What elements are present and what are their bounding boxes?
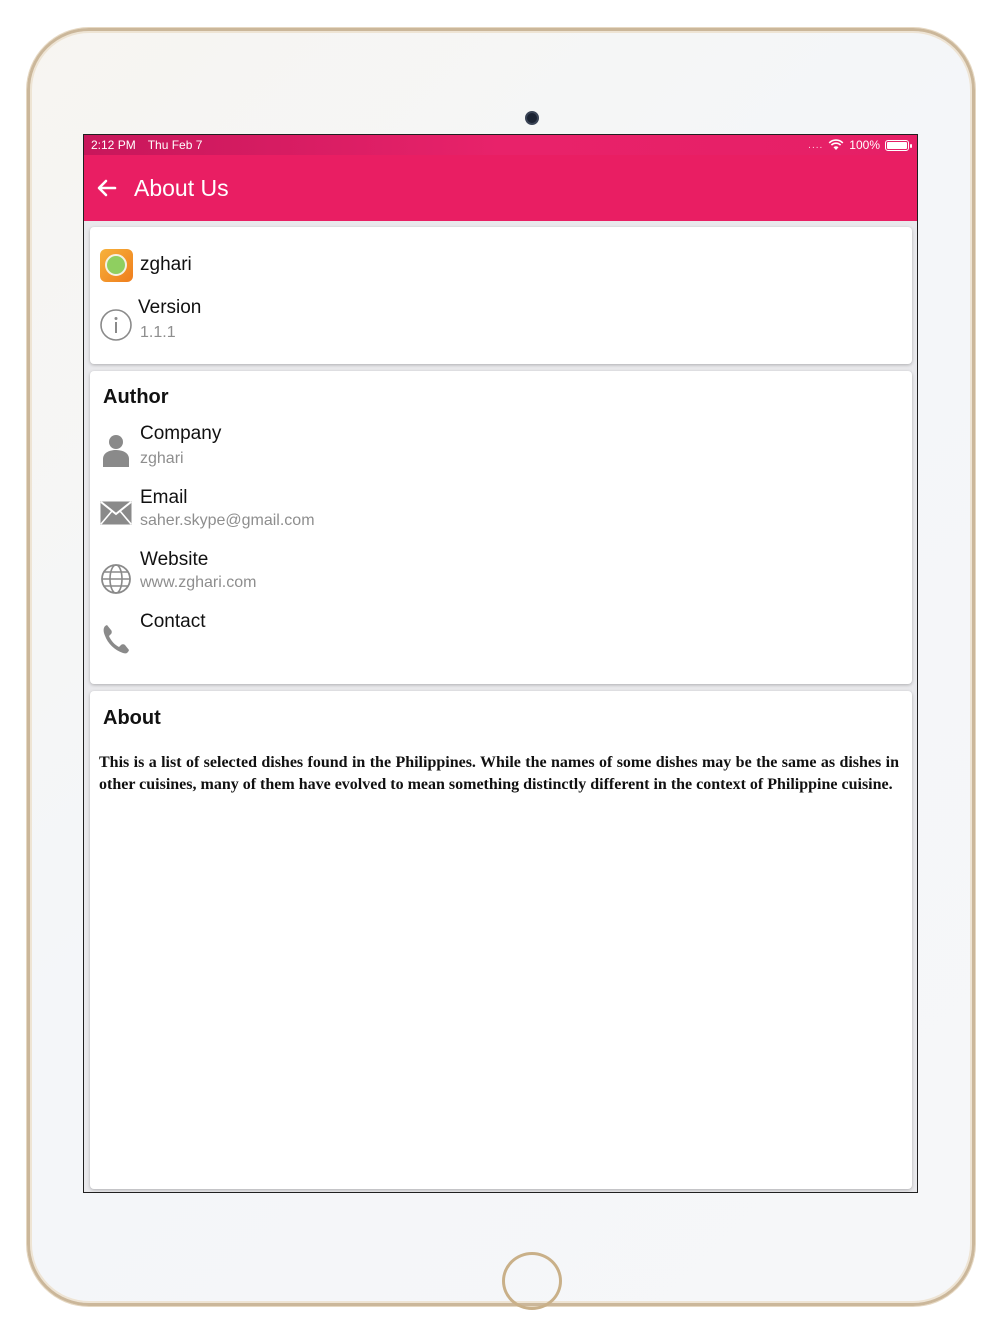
contact-label: Contact <box>140 611 206 632</box>
globe-icon <box>98 561 134 597</box>
website-row[interactable] <box>90 549 912 605</box>
screen <box>83 134 918 1193</box>
home-button[interactable] <box>502 1252 562 1310</box>
status-date: Thu Feb 7 <box>147 138 203 152</box>
version-label: Version <box>138 297 202 318</box>
status-time: 2:12 PM <box>91 138 136 152</box>
author-heading: Author <box>103 386 169 408</box>
camera-icon <box>525 111 539 125</box>
app-info-card <box>90 227 912 364</box>
version-row <box>90 293 912 353</box>
website-label: Website <box>140 549 209 570</box>
version-value: 1.1.1 <box>140 324 176 341</box>
wifi-icon <box>828 139 844 151</box>
email-label: Email <box>140 487 188 508</box>
signal-icon: .... <box>808 139 824 151</box>
email-row[interactable] <box>90 487 912 543</box>
website-value[interactable]: www.zghari.com <box>140 574 257 591</box>
company-row[interactable] <box>90 423 912 479</box>
battery-percent: 100% <box>849 138 880 152</box>
app-logo-icon <box>98 247 134 283</box>
contact-row[interactable] <box>90 611 912 667</box>
about-card <box>90 691 912 1189</box>
app-bar <box>84 155 917 221</box>
phone-icon <box>98 621 134 657</box>
email-value[interactable]: saher.skype@gmail.com <box>140 512 315 529</box>
person-icon <box>98 433 134 469</box>
about-description: This is a list of selected dishes found in the Philippines. While the names of some dishes may be the same as dishes in other cuisines, many of them have evolved to mean something distinctly different in the context of Philippine cuisine. <box>99 754 899 793</box>
status-bar <box>84 135 917 155</box>
company-value: zghari <box>140 450 184 467</box>
page-title: About Us <box>134 174 229 201</box>
mail-icon <box>98 495 134 531</box>
about-heading: About <box>103 707 161 729</box>
info-icon <box>98 307 134 343</box>
app-name-row <box>90 245 912 285</box>
status-indicators <box>808 138 909 152</box>
company-label: Company <box>140 423 222 444</box>
back-arrow-icon[interactable] <box>94 175 120 201</box>
battery-icon <box>885 140 909 151</box>
app-name: zghari <box>140 254 192 275</box>
author-card <box>90 371 912 684</box>
